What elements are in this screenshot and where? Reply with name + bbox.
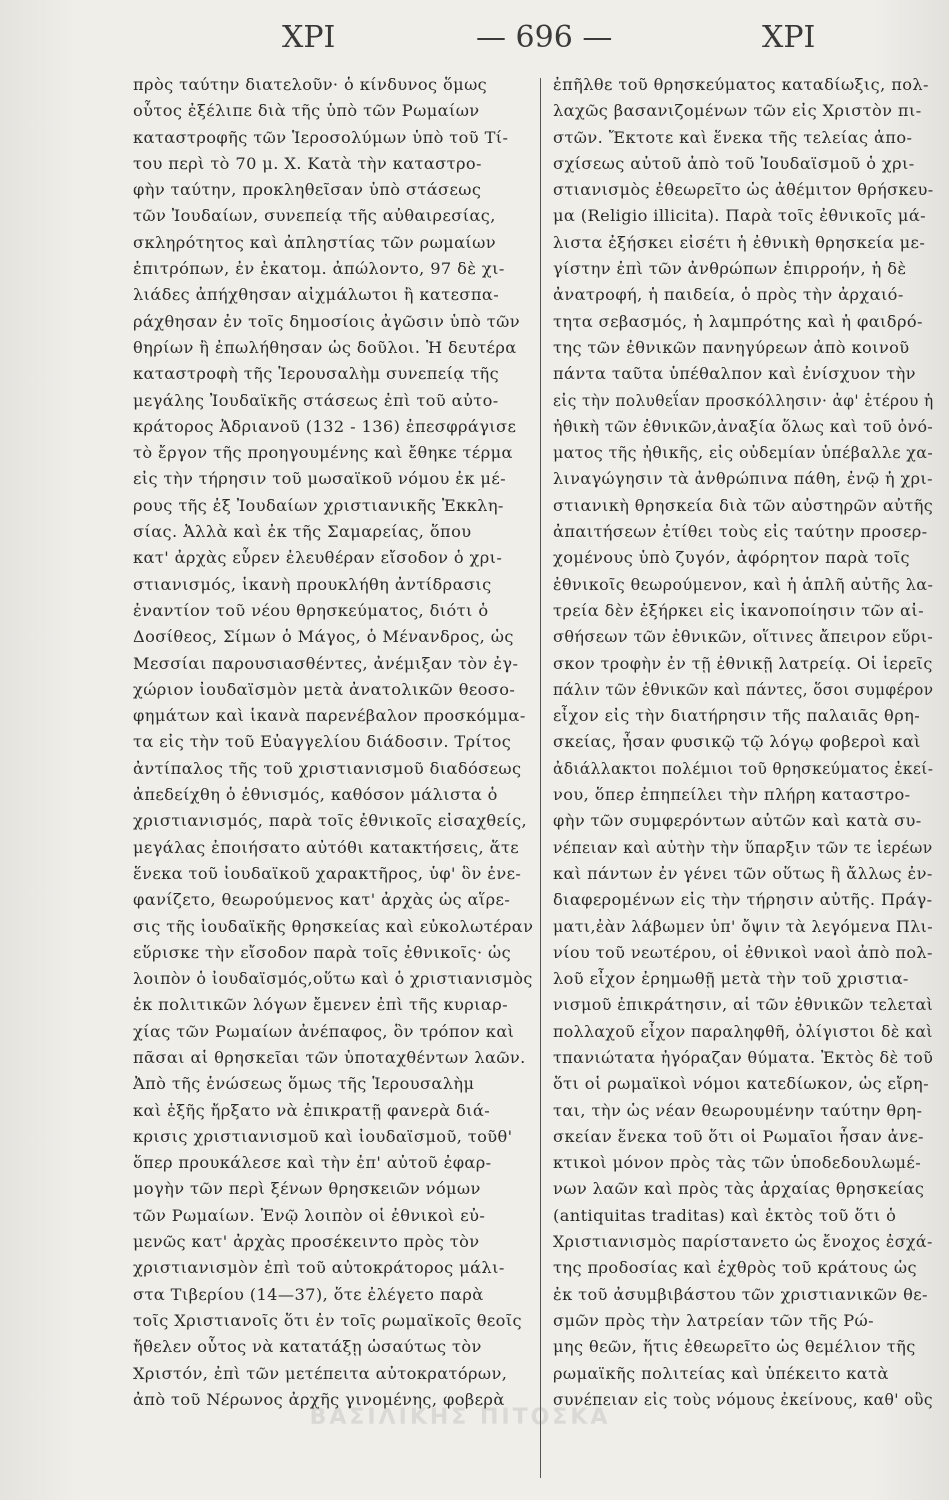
text-line: Μεσσίαι παρουσιασθέντες, ἀνέμιξαν τὸν ἐγ-	[133, 653, 519, 673]
text-line: πᾶσαι αἱ θρησκεῖαι τῶν ὑποταχθέντων λαῶν.	[133, 1047, 526, 1067]
text-line: συνέπειαν εἰς τοὺς νόμους ἐκείνους, καθ' οὓς	[553, 1389, 933, 1409]
text-line: σθήσεων τῶν ἐθνικῶν, οἵτινες ἄπειρον εὕρι-	[553, 627, 934, 647]
text-line: ται, τὴν ὡς νέαν θεωρουμένην ταύτην θρη-	[553, 1100, 923, 1120]
text-line: σκείαν ἕνεκα τοῦ ὅτι οἱ Ρωμαῖοι ἦσαν ἀνε-	[553, 1126, 924, 1146]
text-line: πάντα ταῦτα ὑπέθαλπον καὶ ἐνίσχυον τὴν	[553, 364, 916, 384]
text-line: κτικοὶ μόνον πρὸς τὰς τῶν ὑποδεδουλωμέ-	[553, 1153, 922, 1173]
column-divider	[540, 78, 541, 1478]
text-line: χριστιανισμὸν ἐπὶ τοῦ αὐτοκράτορος μάλι-	[133, 1258, 505, 1278]
text-line: καταστροφῆς τῶν Ἱεροσολύμων ὑπὸ τοῦ Τί-	[133, 127, 509, 147]
text-line: ἀπὸ τοῦ Νέρωνος ἀρχῆς γινομένης, φοβερὰ	[133, 1389, 505, 1409]
page-number: — 696 —	[476, 20, 613, 55]
text-line: ρους τῆς ἐξ Ἰουδαίων χριστιανικῆς Ἐκκλη-	[133, 495, 504, 515]
text-line: ὅτι οἱ ρωμαϊκοὶ νόμοι κατεδίωκον, ὡς εἴρη-	[553, 1074, 929, 1094]
text-line: Ἀπὸ τῆς ἑνώσεως ὅμως τῆς Ἱερουσαλὴμ	[133, 1074, 475, 1094]
text-line: ἠθικὴ τῶν ἐθνικῶν,ἀναξία ὅλως καὶ τοῦ ὀνό-	[553, 416, 934, 436]
text-line: στιανισμός, ἱκανὴ προυκλήθη ἀντίδρασις	[133, 574, 492, 594]
text-line: τα εἰς τὴν τοῦ Εὐαγγελίου διάδοσιν. Τρίτος	[133, 732, 512, 752]
text-line: φὴν ταύτην, προκληθεῖσαν ὑπὸ στάσεως	[133, 180, 482, 200]
text-line: της προδοσίας καὶ ἐχθρὸς τοῦ κράτους ὡς	[553, 1258, 917, 1278]
header-left: ΧΡΙ	[282, 20, 336, 55]
text-line: ἐθνικοῖς θεωρούμενον, καὶ ἡ ἁπλῆ αὐτῆς λα-	[553, 574, 934, 594]
text-line: εἰς τὴν τήρησιν τοῦ μωσαϊκοῦ νόμου ἐκ μέ-	[133, 469, 506, 489]
text-line: στα Τιβερίου (14—37), ὅτε ἐλέγετο παρὰ	[133, 1284, 484, 1304]
text-line: νου, ὅπερ ἐπηπείλει τὴν πλήρη καταστρο-	[553, 785, 911, 805]
text-line: κράτορος Ἀδριανοῦ (132 - 136) ἐπεσφράγισε	[133, 416, 517, 436]
text-line: λιναγώγησιν τὰ ἀνθρώπινα πάθη, ἐνῷ ἡ χρι-	[553, 469, 933, 489]
text-line: (antiquitas traditas) καὶ ἐκτὸς τοῦ ὅτι ὁ	[553, 1205, 897, 1225]
text-line: ἤθελεν οὗτος νὰ κατατάξῃ ὡσαύτως τὸν	[133, 1337, 482, 1357]
text-line: Χριστόν, ἐπὶ τῶν μετέπειτα αὐτοκρατόρων,	[133, 1363, 508, 1383]
text-line: του περὶ τὸ 70 μ. Χ. Κατὰ τὴν καταστρο-	[133, 153, 482, 173]
text-line: σις τῆς ἰουδαϊκῆς θρησκείας καὶ εὐκολωτέραν	[133, 916, 534, 936]
text-line: κρισις χριστιανισμοῦ καὶ ἰουδαϊσμοῦ, τοῦθ'	[133, 1126, 513, 1146]
text-line: Χριστιανισμὸς παρίστανετο ὡς ἔνοχος ἐσχά-	[553, 1232, 933, 1252]
text-line: ἐπιτρόπων, ἐν ἑκατομ. ἀπώλοντο, 97 δὲ χι-	[133, 259, 505, 279]
text-line: εὕρισκε τὴν εἴσοδον παρὰ τοῖς ἐθνικοῖς· ὡς	[133, 942, 512, 962]
text-line: νίου τοῦ νεωτέρου, οἱ ἐθνικοὶ ναοὶ ἀπὸ πολ-	[553, 942, 933, 962]
text-line: φημάτων καὶ ἱκανὰ παρενέβαλον προσκόμμα-	[133, 706, 526, 726]
text-line: σίας. Ἀλλὰ καὶ ἐκ τῆς Σαμαρείας, ὅπου	[133, 522, 472, 542]
text-line: φὴν τῶν συμφερόντων αὐτῶν καὶ κατὰ συ-	[553, 811, 922, 831]
text-line: ἀπαιτήσεων ἐτίθει τοὺς εἰς ταύτην προσερ-	[553, 522, 928, 542]
text-line: ἐκ πολιτικῶν λόγων ἔμενεν ἐπὶ τῆς κυριαρ-	[133, 995, 509, 1015]
text-line: στιανισμὸς ἐθεωρεῖτο ὡς ἀθέμιτον θρήσκευ-	[553, 180, 934, 200]
text-line: ὅπερ προυκάλεσε καὶ τὴν ἐπ' αὐτοῦ ἐφαρ-	[133, 1153, 492, 1173]
text-line: χομένους ὑπὸ ζυγόν, ἀφόρητον παρὰ τοῖς	[553, 548, 911, 568]
text-line: πρὸς ταύτην διατελοῦν· ὁ κίνδυνος ὅμως	[133, 75, 488, 94]
text-line: στῶν. Ἔκτοτε καὶ ἕνεκα τῆς τελείας ἀπο-	[553, 127, 913, 147]
text-line: εἶχον εἰς τὴν διατήρησιν τῆς παλαιᾶς θρη-	[553, 706, 921, 726]
text-line: σκείας, ἦσαν φυσικῷ τῷ λόγῳ φοβεροὶ καὶ	[553, 732, 921, 752]
text-line: σμῶν πρὸς τὴν λατρείαν τῶν τῆς Ρώ-	[553, 1310, 874, 1330]
text-line: ἀντίπαλος τῆς τοῦ χριστιανισμοῦ διαδόσεως	[133, 758, 522, 778]
text-line: λιστα ἐξήσκει εἰσέτι ἡ ἐθνικὴ θρησκεία με-	[553, 232, 926, 252]
text-line: νισμοῦ ἐπικράτησιν, αἱ τῶν ἐθνικῶν τελεταὶ	[553, 995, 934, 1015]
left-text-column	[133, 72, 533, 1413]
text-line: διαφερομένων εἰς τὴν τήρησιν αὐτῆς. Πράγ-	[553, 890, 933, 910]
text-line: χριστιανισμός, παρὰ τοῖς ἐθνικοῖς εἰσαχθείς,	[133, 811, 528, 831]
text-line: ἕνεκα τοῦ ἰουδαϊκοῦ χαρακτῆρος, ὑφ' ὃν ἐνε-	[133, 863, 522, 883]
text-line: ματι,ἐὰν λάβωμεν ὑπ' ὄψιν τὰ λεγόμενα Πλι-	[553, 916, 933, 936]
text-line: της τῶν ἐθνικῶν πανηγύρεων ἀπὸ κοινοῦ	[553, 337, 910, 357]
text-line: τρεία δὲν ἐξήρκει εἰς ἱκανοποίησιν τῶν αἰ-	[553, 600, 924, 620]
header-right: ΧΡΙ	[762, 20, 816, 55]
text-line: ἐπῆλθε τοῦ θρησκεύματος καταδίωξις, πολ-	[553, 75, 929, 94]
text-line: στιανικὴ θρησκεία διὰ τῶν αὐστηρῶν αὐτῆς	[553, 495, 934, 515]
text-line: σκληρότητος καὶ ἀπληστίας τῶν ρωμαίων	[133, 232, 497, 252]
text-line: σκον τροφὴν ἐν τῇ ἐθνικῇ λατρείᾳ. Οἱ ἱερεῖς	[553, 653, 933, 673]
text-line: τῶν Ἰουδαίων, συνεπείᾳ τῆς αὐθαιρεσίας,	[133, 206, 496, 226]
text-line: ἀδιάλλακτοι πολέμιοι τοῦ θρησκεύματος ἐκεί-	[553, 758, 934, 778]
text-line: ἀνατροφή, ἡ παιδεία, ὁ πρὸς τὴν ἀρχαιό-	[553, 285, 904, 305]
text-line: τοῖς Χριστιανοῖς ὅτι ἐν τοῖς ρωμαϊκοῖς θεοῖς	[133, 1310, 523, 1330]
right-text-column	[553, 72, 933, 1413]
text-line: τητα σεβασμός, ἡ λαμπρότης καὶ ἡ φαιδρό-	[553, 311, 923, 331]
text-line: καὶ ἑξῆς ἤρξατο νὰ ἐπικρατῇ φανερὰ διά-	[133, 1100, 491, 1120]
text-line: λιάδες ἀπήχθησαν αἰχμάλωτοι ἢ κατεσπα-	[133, 285, 500, 305]
text-line: λοιπὸν ὁ ἰουδαϊσμός,οὕτω καὶ ὁ χριστιανισμὸς	[133, 969, 533, 989]
running-header	[0, 20, 949, 70]
text-line: μογὴν τῶν περὶ ξένων θρησκειῶν νόμων	[133, 1179, 481, 1199]
text-line: μεγάλης Ἰουδαϊκῆς στάσεως ἐπὶ τοῦ αὐτο-	[133, 390, 499, 410]
text-line: μης θεῶν, ἥτις ἐθεωρεῖτο ὡς θεμέλιον τῆς	[553, 1337, 916, 1357]
text-line: ἀπεδείχθη ὁ ἐθνισμός, καθόσον μάλιστα ὁ	[133, 785, 498, 805]
text-line: καταστροφὴ τῆς Ἱερουσαλὴμ συνεπείᾳ τῆς	[133, 364, 500, 384]
text-line: κατ' ἀρχὰς εὗρεν ἐλευθέραν εἴσοδον ὁ χρι-	[133, 548, 503, 568]
text-line: Δοσίθεος, Σίμων ὁ Μάγος, ὁ Μένανδρος, ὡς	[133, 627, 514, 647]
text-line: μενῶς κατ' ἀρχὰς προσέκειντο πρὸς τὸν	[133, 1232, 480, 1252]
text-line: νέπειαν καὶ αὐτὴν τὴν ὕπαρξιν τῶν τε ἱερέων	[553, 837, 933, 857]
text-line: μεγάλας ἐποιήσατο αὐτόθι κατακτήσεις, ἅτε	[133, 837, 520, 857]
text-line: πάλιν τῶν ἐθνικῶν καὶ πάντες, ὅσοι συμφέρον	[553, 679, 934, 699]
text-line: χίας τῶν Ρωμαίων ἀνέπαφος, ὃν τρόπον καὶ	[133, 1021, 515, 1041]
text-line: λοῦ εἶχον ἐρημωθῇ μετὰ τὴν τοῦ χριστια-	[553, 969, 909, 989]
text-line: χώριον ἰουδαϊσμὸν μετὰ ἀνατολικῶν θεοσο-	[133, 679, 516, 699]
text-line: ἐναντίον τοῦ νέου θρησκεύματος, διότι ὁ	[133, 600, 489, 620]
text-line: τῶν Ρωμαίων. Ἐνῷ λοιπὸν οἱ ἐθνικοὶ εὐ-	[133, 1205, 486, 1225]
library-watermark: ΒΑΣΙΛΙΚΗΣ ΠΙΤΟΣΚΑ	[309, 1405, 611, 1430]
text-line: ἐκ τοῦ ἀσυμβιβάστου τῶν χριστιανικῶν θε-	[553, 1284, 928, 1304]
text-line: τὸ ἔργον τῆς προηγουμένης καὶ ἔθηκε τέρμα	[133, 443, 513, 463]
text-line: θηρίων ἢ ἐπωλήθησαν ὡς δοῦλοι. Ἡ δευτέρα	[133, 337, 517, 357]
text-line: μα (Religio illicita). Παρὰ τοῖς ἐθνικοῖς μά-	[553, 206, 927, 226]
text-line: πολλαχοῦ εἶχον παραληφθῆ, ὀλίγιστοι δὲ καὶ	[553, 1021, 933, 1041]
text-line: ράχθησαν ἐν τοῖς δημοσίοις ἀγῶσιν ὑπὸ τῶν	[133, 311, 520, 331]
text-line: λαχῶς βασανιζομένων τῶν εἰς Χριστὸν πι-	[553, 101, 922, 121]
text-line: ρωμαϊκῆς πολιτείας καὶ ὑπέκειτο κατὰ	[553, 1363, 889, 1383]
text-line: νων λαῶν καὶ πρὸς τὰς ἀρχαίας θρησκείας	[553, 1179, 925, 1199]
text-line: ματος τῆς ἠθικῆς, εἰς οὐδεμίαν ὑπέβαλλε χα-	[553, 443, 934, 463]
text-line: εἰς τὴν πολυθεΐαν προσκόλλησιν· ἀφ' ἑτέρου ἡ	[553, 390, 934, 410]
text-line: καὶ πάντων ἐν γένει τῶν οὕτως ἢ ἄλλως ἐν-	[553, 863, 933, 883]
text-line: γίστην ἐπὶ τῶν ἀνθρώπων ἐπιρροήν, ἡ δὲ	[553, 259, 907, 279]
text-line: τπανιώτατα ἠγόραζαν θύματα. Ἐκτὸς δὲ τοῦ	[553, 1047, 934, 1067]
text-line: φανίζετο, θεωρούμενος κατ' ἀρχὰς ὡς αἵρε-	[133, 890, 511, 910]
text-line: σχίσεως αὐτοῦ ἀπὸ τοῦ Ἰουδαϊσμοῦ ὁ χρι-	[553, 153, 915, 173]
text-line: οὗτος ἐξέλιπε διὰ τῆς ὑπὸ τῶν Ρωμαίων	[133, 101, 480, 121]
